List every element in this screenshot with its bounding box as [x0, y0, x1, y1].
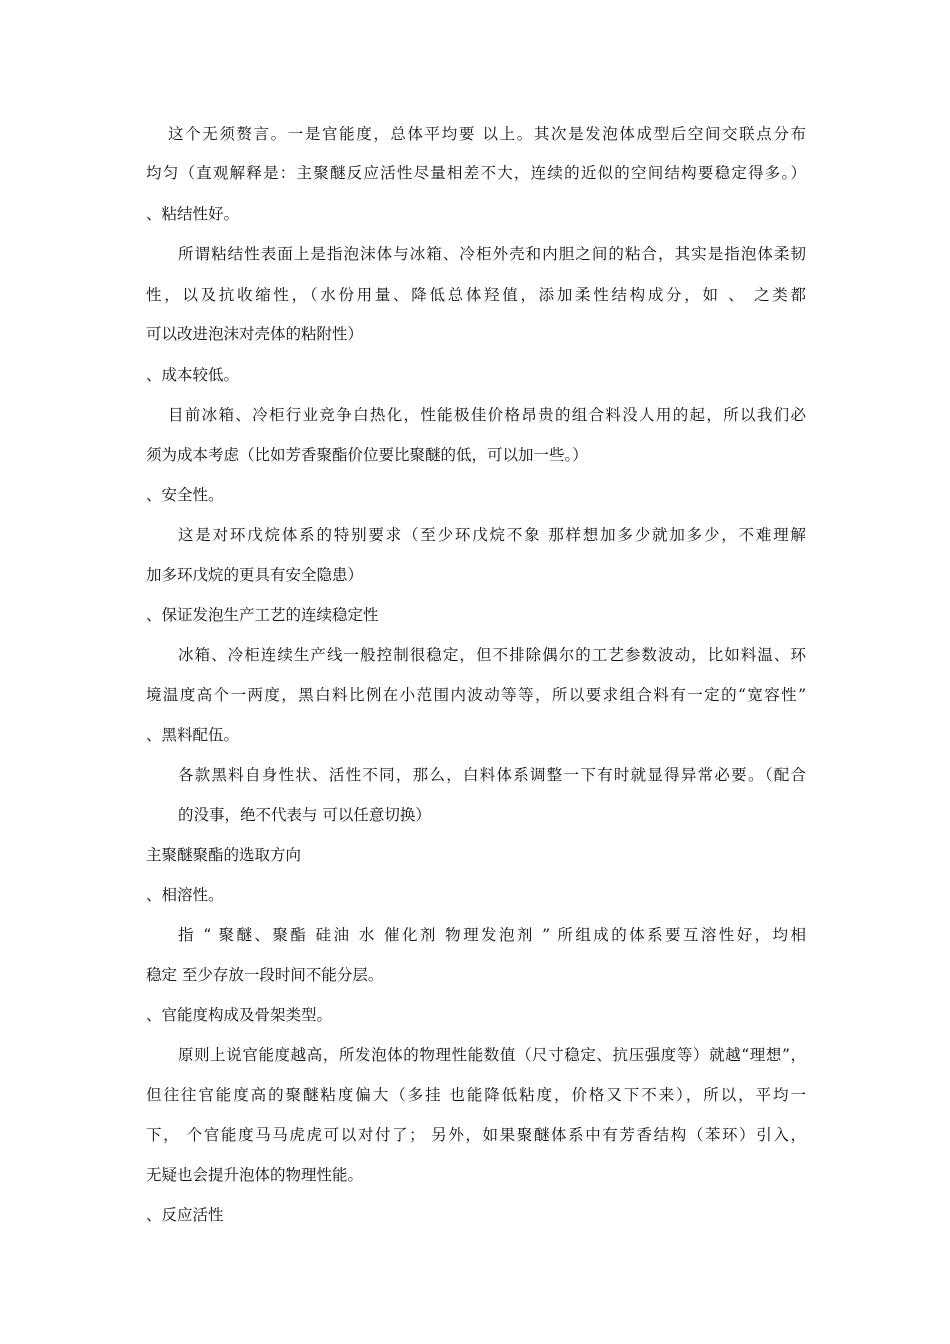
- section-heading: 、官能度构成及骨架类型。: [146, 1006, 333, 1024]
- paragraph-line: 须为成本考虑（比如芳香聚酯价位要比聚醚的低，可以加一些。）: [146, 446, 588, 464]
- section-heading: 、反应活性: [146, 1206, 224, 1224]
- paragraph-line: 均匀（直观解释是：主聚醚反应活性尽量相差不大，连续的近似的空间结构要稳定得多。）: [146, 164, 806, 182]
- section-heading: 、粘结性好。: [146, 205, 240, 223]
- paragraph-line: 可以改进泡沫对壳体的粘附性）: [146, 325, 364, 343]
- paragraph-line: 这个无须赘言。一是官能度，总体平均要 以上。其次是发泡体成型后空间交联点分布: [168, 125, 806, 143]
- paragraph-line: 原则上说官能度越高，所发泡体的物理性能数值（尺寸稳定、抗压强度等）就越“理想”，: [178, 1046, 806, 1064]
- paragraph-line: 稳定 至少存放一段时间不能分层。: [146, 966, 384, 984]
- paragraph-line: 的没事，绝不代表与 可以任意切换）: [178, 806, 431, 824]
- paragraph-line: 指 “ 聚醚、聚酯 硅油 水 催化剂 物理发泡剂 ” 所组成的体系要互溶性好，均相: [178, 926, 806, 944]
- paragraph-line: 各款黑料自身性状、活性不同，那么，白料体系调整一下有时就显得异常必要。（配合: [178, 766, 806, 784]
- paragraph-line: 冰箱、冷柜连续生产线一般控制很稳定，但不排除偶尔的工艺参数波动，比如料温、环: [178, 646, 806, 664]
- paragraph-line: 无疑也会提升泡体的物理性能。: [146, 1166, 364, 1184]
- paragraph-line: 目前冰箱、冷柜行业竞争白热化，性能极佳价格昂贵的组合料没人用的起，所以我们必: [168, 406, 806, 424]
- paragraph-line: 这是对环戊烷体系的特别要求（至少环戊烷不象 那样想加多少就加多少，不难理解: [178, 526, 806, 544]
- section-heading: 、成本较低。: [146, 366, 240, 384]
- section-heading: 、安全性。: [146, 486, 224, 504]
- paragraph-line: 加多环戊烷的更具有安全隐患）: [146, 566, 364, 584]
- section-title: 主聚醚聚酯的选取方向: [146, 846, 302, 864]
- section-heading: 、黑料配伍。: [146, 726, 240, 744]
- paragraph-line: 性，以及抗收缩性，（水份用量、降低总体羟值，添加柔性结构成分，如 、 之类都: [146, 286, 806, 304]
- paragraph-line: 所谓粘结性表面上是指泡沫体与冰箱、冷柜外壳和内胆之间的粘合，其实是指泡体柔韧: [178, 245, 806, 263]
- section-heading: 、相溶性。: [146, 886, 224, 904]
- section-heading: 、保证发泡生产工艺的连续稳定性: [146, 606, 379, 624]
- paragraph-line: 下， 个官能度马马虎虎可以对付了； 另外，如果聚醚体系中有芳香结构（苯环）引入，: [146, 1126, 806, 1144]
- paragraph-line: 境温度高个一两度，黑白料比例在小范围内波动等等，所以要求组合料有一定的“宽容性”: [146, 686, 806, 704]
- paragraph-line: 但往往官能度高的聚醚粘度偏大（多挂 也能降低粘度，价格又下不来），所以，平均一: [146, 1086, 806, 1104]
